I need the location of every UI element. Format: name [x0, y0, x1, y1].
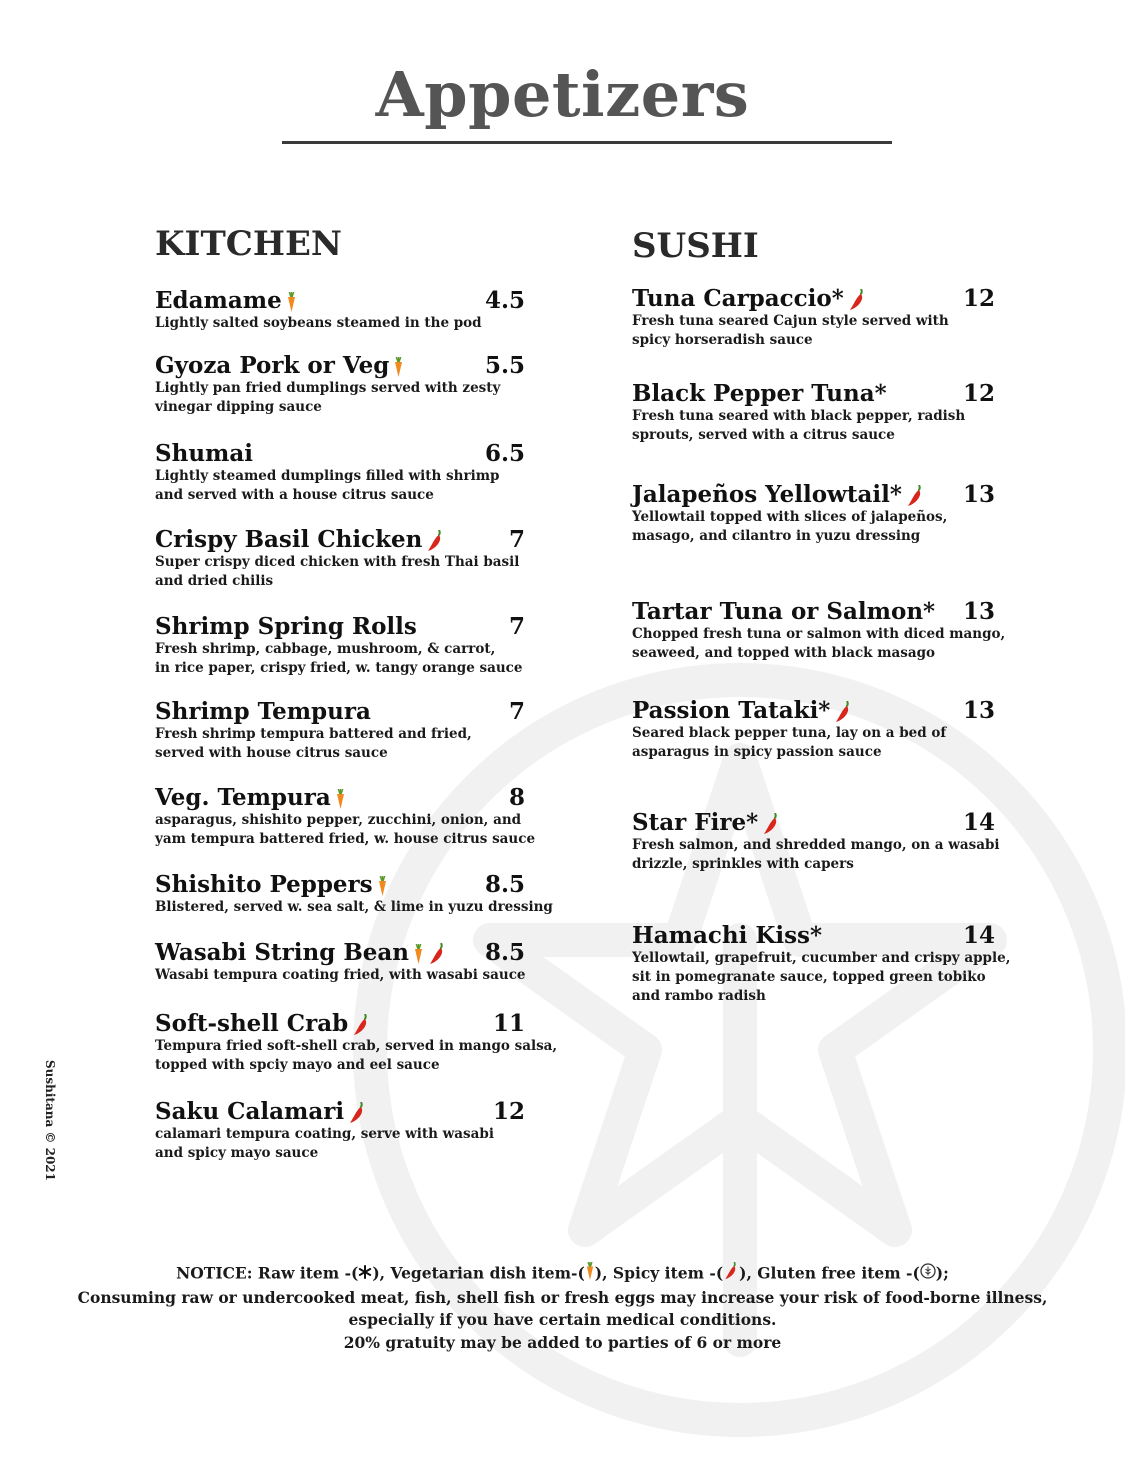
- description-line: yam tempura battered fried, w. house citrus sauce: [155, 831, 536, 847]
- menu-item-name-text: Shishito Peppers: [155, 871, 373, 898]
- description-line: and rambo radish: [632, 988, 766, 1004]
- menu-item-name-text: Crispy Basil Chicken: [155, 526, 423, 553]
- menu-item-name-text: Black Pepper Tuna*: [632, 380, 887, 407]
- description-line: asparagus in spicy passion sauce: [632, 744, 882, 760]
- notice-line-2: Consuming raw or undercooked meat, fish, shell fish or fresh eggs may increase your risk of food-borne illness,: [77, 1287, 1048, 1307]
- menu-item-name-text: Veg. Tempura: [155, 784, 331, 811]
- menu-item-description: [155, 640, 523, 678]
- menu-item-name-text: Passion Tataki*: [632, 697, 831, 724]
- menu-item-price: 12: [492, 1098, 525, 1125]
- menu-item-price: 13: [962, 598, 995, 625]
- kitchen-heading: KITCHEN: [155, 224, 342, 264]
- menu-item-name: [632, 481, 924, 508]
- description-line: Fresh salmon, and shredded mango, on a wasabi: [632, 837, 1000, 853]
- menu-item-name: [155, 871, 388, 898]
- menu-item-name: [155, 613, 417, 640]
- menu-item-price: 8: [508, 784, 525, 811]
- description-line: and served with a house citrus sauce: [155, 487, 434, 503]
- notice-block: [0, 1262, 1125, 1354]
- menu-item-name: [155, 440, 253, 467]
- menu-item-name: [632, 285, 866, 312]
- asterisk-icon: [358, 1263, 372, 1286]
- menu-item-description: [632, 949, 1010, 1006]
- menu-item-name-text: Saku Calamari: [155, 1098, 345, 1125]
- description-line: calamari tempura coating, serve with wasabi: [155, 1126, 494, 1142]
- menu-item-name: [155, 784, 346, 811]
- menu-item-name: [632, 809, 780, 836]
- carrot-icon: [393, 357, 404, 377]
- description-line: seaweed, and topped with black masago: [632, 645, 936, 661]
- menu-item-name: [155, 939, 446, 966]
- menu-item-name: [155, 698, 371, 725]
- description-line: Tempura fried soft-shell crab, served in mango salsa,: [155, 1038, 558, 1054]
- description-line: asparagus, shishito pepper, zucchini, onion, and: [155, 812, 522, 828]
- chili-icon: [848, 289, 866, 311]
- menu-item-description: [632, 625, 1005, 663]
- menu-item-price: 13: [962, 481, 995, 508]
- menu-item-name: [632, 697, 852, 724]
- sushi-heading: SUSHI: [632, 226, 759, 266]
- menu-item-price: 7: [508, 698, 525, 725]
- description-line: and dried chilis: [155, 573, 274, 589]
- chili-icon: [426, 530, 444, 552]
- description-line: masago, and cilantro in yuzu dressing: [632, 528, 921, 544]
- menu-item-name: [155, 287, 297, 314]
- menu-item-description: [632, 508, 947, 546]
- menu-item-price: 11: [492, 1010, 525, 1037]
- menu-item-name-text: Star Fire*: [632, 809, 759, 836]
- menu-item-name: [632, 922, 822, 949]
- menu-item-name: [632, 380, 887, 407]
- menu-item-description: [632, 724, 946, 762]
- menu-item-name: [155, 352, 404, 379]
- menu-item-description: [155, 966, 526, 985]
- menu-item-price: 6.5: [484, 440, 525, 467]
- description-line: sit in pomegranate sauce, topped green tobiko: [632, 969, 986, 985]
- menu-item-description: [632, 312, 949, 350]
- menu-item-description: [155, 467, 499, 505]
- description-line: Lightly steamed dumplings filled with shrimp: [155, 468, 500, 484]
- menu-item-price: 8.5: [484, 939, 525, 966]
- menu-item-description: [155, 553, 519, 591]
- menu-item-name: [155, 1098, 366, 1125]
- description-line: served with house citrus sauce: [155, 745, 388, 761]
- menu-item-price: 13: [962, 697, 995, 724]
- chili-icon: [762, 813, 780, 835]
- menu-item-description: [155, 898, 553, 917]
- notice-line-4: 20% gratuity may be added to parties of 6 or more: [343, 1332, 782, 1352]
- menu-item-price: 12: [962, 285, 995, 312]
- menu-item-name-text: Shumai: [155, 440, 254, 467]
- description-line: Fresh tuna seared Cajun style served with: [632, 313, 949, 329]
- chili-icon: [723, 1262, 739, 1287]
- chili-icon: [834, 701, 852, 723]
- description-line: Seared black pepper tuna, lay on a bed of: [632, 725, 947, 741]
- menu-item-description: [632, 407, 965, 445]
- description-line: in rice paper, crispy fried, w. tangy orange sauce: [155, 660, 523, 676]
- carrot-icon: [286, 292, 297, 312]
- chili-icon: [428, 943, 446, 965]
- description-line: and spicy mayo sauce: [155, 1145, 319, 1161]
- menu-item-name: [632, 598, 935, 625]
- description-line: Fresh shrimp tempura battered and fried,: [155, 726, 472, 742]
- carrot-icon: [585, 1262, 595, 1287]
- copyright-text: Sushitana © 2021: [43, 1060, 57, 1182]
- chili-icon: [906, 485, 924, 507]
- description-line: Blistered, served w. sea salt, & lime in yuzu dressing: [155, 899, 553, 915]
- description-line: Chopped fresh tuna or salmon with diced mango,: [632, 626, 1006, 642]
- notice-end: );: [935, 1263, 949, 1283]
- notice-vegetarian-label: ), Vegetarian dish item-(: [372, 1263, 585, 1283]
- menu-item-name-text: Tartar Tuna or Salmon*: [632, 598, 936, 625]
- menu-item-description: [155, 811, 535, 849]
- menu-item-name-text: Hamachi Kiss*: [632, 922, 822, 949]
- notice-line-1: [0, 1262, 1125, 1287]
- menu-item-price: 14: [962, 922, 995, 949]
- gluten-free-icon: [920, 1263, 936, 1286]
- carrot-icon: [335, 789, 346, 809]
- menu-item-name-text: Jalapeños Yellowtail*: [632, 481, 902, 508]
- menu-item-price: 12: [962, 380, 995, 407]
- menu-item-name-text: Soft-shell Crab: [155, 1010, 349, 1037]
- menu-item-name: [155, 1010, 370, 1037]
- description-line: Wasabi tempura coating fried, with wasabi sauce: [155, 967, 526, 983]
- notice-spicy-label: ), Spicy item -(: [594, 1263, 724, 1283]
- notice-gluten-free-label: ), Gluten free item -(: [739, 1263, 920, 1283]
- menu-item-description: [632, 836, 1000, 874]
- chili-icon: [348, 1102, 366, 1124]
- menu-item-name-text: Edamame: [155, 287, 282, 314]
- description-line: drizzle, sprinkles with capers: [632, 856, 854, 872]
- menu-item-price: 5.5: [484, 352, 525, 379]
- description-line: Lightly pan fried dumplings served with zesty: [155, 380, 501, 396]
- description-line: sprouts, served with a citrus sauce: [632, 427, 895, 443]
- title-divider: [282, 141, 892, 144]
- menu-item-description: [155, 725, 472, 763]
- notice-raw-label: NOTICE: Raw item -(: [176, 1263, 359, 1283]
- menu-item-description: [155, 379, 500, 417]
- menu-item-name-text: Gyoza Pork or Veg: [155, 352, 390, 379]
- menu-item-name-text: Shrimp Spring Rolls: [155, 613, 417, 640]
- notice-line-3: especially if you have certain medical conditions.: [348, 1310, 777, 1329]
- carrot-icon: [377, 876, 388, 896]
- description-line: Fresh shrimp, cabbage, mushroom, & carrot,: [155, 641, 496, 657]
- menu-item-price: 7: [508, 526, 525, 553]
- menu-item-price: 7: [508, 613, 525, 640]
- menu-item-price: 14: [962, 809, 995, 836]
- description-line: Yellowtail, grapefruit, cucumber and crispy apple,: [632, 950, 1011, 966]
- menu-item-name-text: Shrimp Tempura: [155, 698, 371, 725]
- menu-item-description: [155, 314, 482, 333]
- description-line: topped with spciy mayo and eel sauce: [155, 1057, 440, 1073]
- description-line: vinegar dipping sauce: [155, 399, 322, 415]
- menu-item-description: [155, 1037, 557, 1075]
- description-line: Yellowtail topped with slices of jalapeños,: [632, 509, 948, 525]
- menu-item-price: 8.5: [484, 871, 525, 898]
- menu-item-name-text: Tuna Carpaccio*: [632, 285, 844, 312]
- description-line: spicy horseradish sauce: [632, 332, 813, 348]
- carrot-icon: [413, 944, 424, 964]
- chili-icon: [352, 1014, 370, 1036]
- menu-item-description: [155, 1125, 494, 1163]
- menu-item-price: 4.5: [484, 287, 525, 314]
- description-line: Super crispy diced chicken with fresh Thai basil: [155, 554, 520, 570]
- copyright-credit: [43, 1060, 67, 1195]
- description-line: Lightly salted soybeans steamed in the pod: [155, 315, 482, 331]
- menu-item-name-text: Wasabi String Bean: [155, 939, 410, 966]
- page-title: Appetizers: [375, 58, 750, 131]
- description-line: Fresh tuna seared with black pepper, radish: [632, 408, 966, 424]
- menu-item-name: [155, 526, 444, 553]
